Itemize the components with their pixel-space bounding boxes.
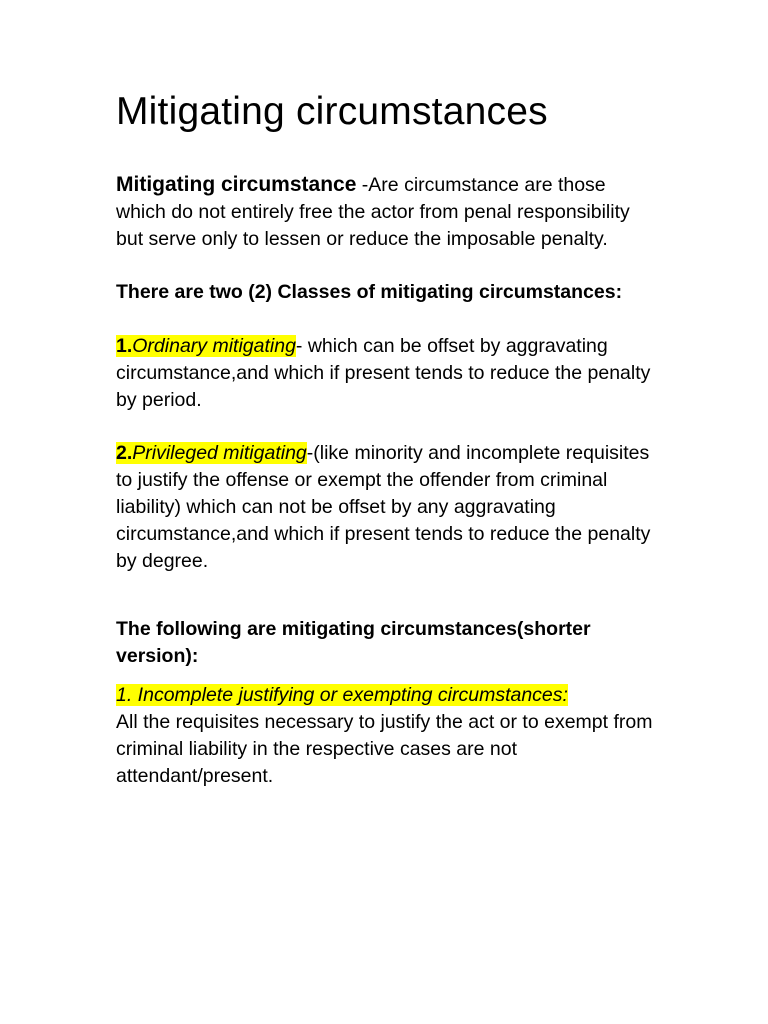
circumstance-label: 1. Incomplete justifying or exempting circumstances: [116, 684, 568, 706]
class-item-number: 1. [116, 335, 133, 357]
class-item-highlight [116, 335, 296, 357]
class-item-privileged [116, 440, 656, 575]
class-item-text: - which can be offset by aggravating circumstance,and which if present tends to reduce the penalty by period. [116, 335, 651, 411]
class-item-label: Ordinary mitigating [132, 335, 296, 357]
definition-text: -Are circumstance are those which do not entirely free the actor from penal responsibility but serve only to lessen or reduce the imposable penalty. [116, 174, 630, 250]
circumstance-text: All the requisites necessary to justify the act or to exempt from criminal liability in the respective cases are not attendant/present. [116, 711, 653, 787]
circumstance-item [116, 682, 656, 790]
classes-heading: There are two (2) Classes of mitigating circumstances: [116, 281, 623, 303]
document-page [116, 88, 656, 790]
class-item-text: -(like minority and incomplete requisites to justify the offense or exempt the offender from criminal liability) which can not be offset by any aggravating circumstance,and which if present tends to reduce the penalty by degree. [116, 442, 651, 572]
class-item-ordinary [116, 333, 656, 414]
definition-term: Mitigating circumstance [116, 173, 357, 196]
class-item-highlight [116, 442, 307, 464]
class-item-number: 2. [116, 442, 133, 464]
following-heading: The following are mitigating circumstances(shorter version): [116, 618, 591, 667]
document-title: Mitigating circumstances [116, 90, 548, 133]
class-item-label: Privileged mitigating [132, 442, 307, 464]
definition-paragraph [116, 171, 656, 253]
